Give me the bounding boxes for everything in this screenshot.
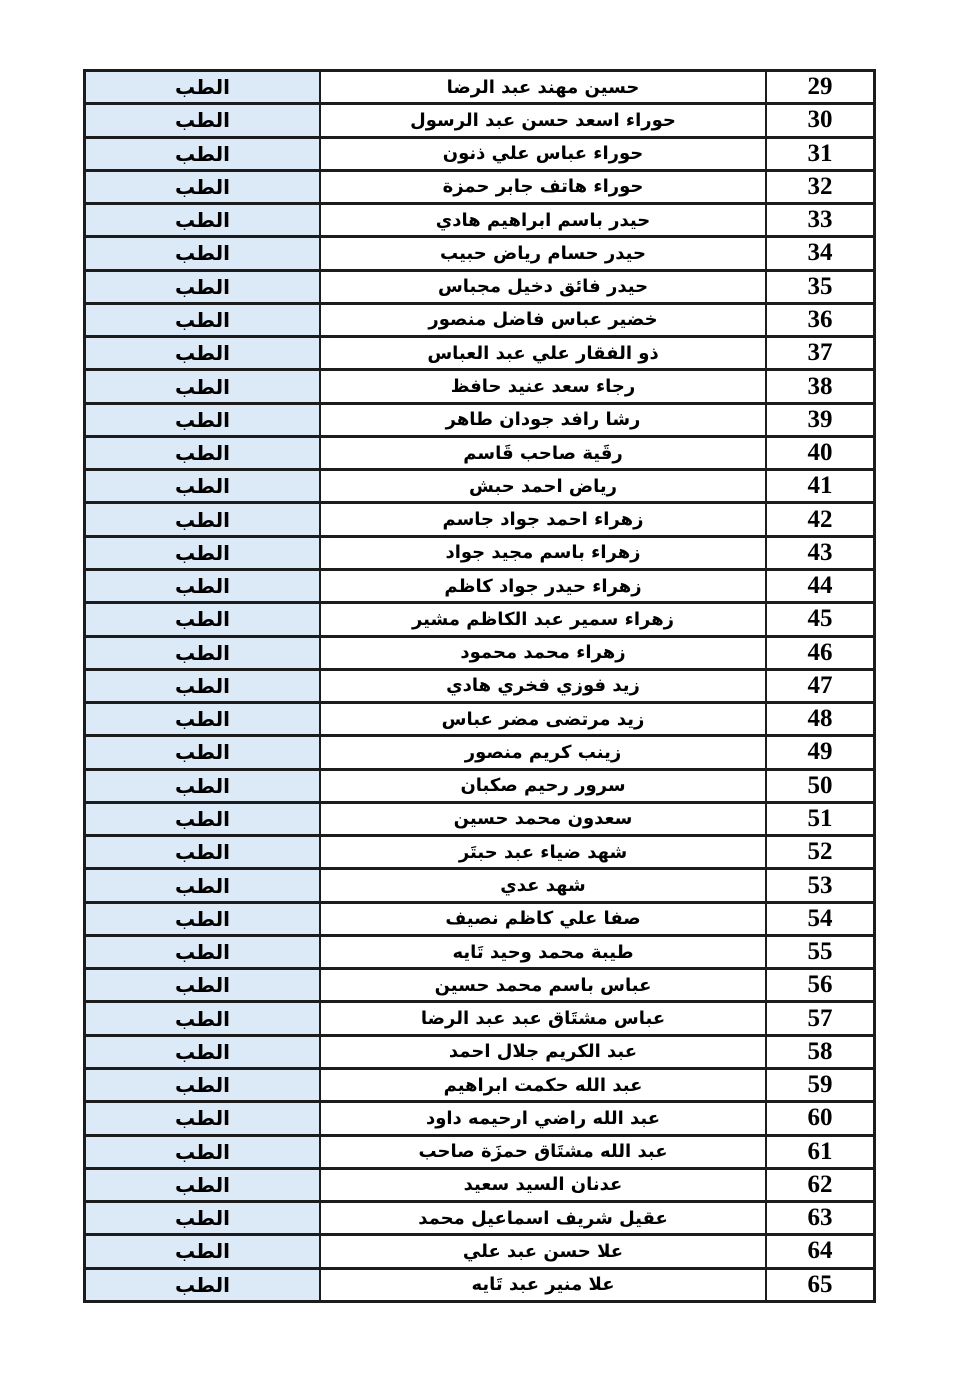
table-row xyxy=(86,671,873,704)
department-cell: الطب xyxy=(86,538,321,568)
row-number-cell: 38 xyxy=(767,371,873,401)
student-name-cell: رياض احمد حبش xyxy=(321,471,767,501)
department-cell: الطب xyxy=(86,305,321,335)
student-name-cell: عبد الله راضي ارحيمه داود xyxy=(321,1103,767,1133)
department-cell: الطب xyxy=(86,704,321,734)
table-row xyxy=(86,1236,873,1269)
row-number-cell: 36 xyxy=(767,305,873,335)
row-number-cell: 60 xyxy=(767,1103,873,1133)
table-row xyxy=(86,338,873,371)
department-cell: الطب xyxy=(86,638,321,668)
table-row xyxy=(86,1037,873,1070)
department-cell: الطب xyxy=(86,1137,321,1167)
table-row xyxy=(86,205,873,238)
department-cell: الطب xyxy=(86,1037,321,1067)
row-number-cell: 37 xyxy=(767,338,873,368)
student-name-cell: عبد الله مشتَاق حمزَة صاحب xyxy=(321,1137,767,1167)
table-row xyxy=(86,1103,873,1136)
department-cell: الطب xyxy=(86,1103,321,1133)
table-row xyxy=(86,837,873,870)
student-name-cell: عدنان السيد سعيد xyxy=(321,1170,767,1200)
department-cell: الطب xyxy=(86,1003,321,1033)
department-cell: الطب xyxy=(86,1236,321,1266)
table-row xyxy=(86,937,873,970)
student-name-cell: عباس باسم محمد حسين xyxy=(321,970,767,1000)
table-row xyxy=(86,305,873,338)
row-number-cell: 34 xyxy=(767,238,873,268)
department-cell: الطب xyxy=(86,471,321,501)
table-row xyxy=(86,870,873,903)
row-number-cell: 29 xyxy=(767,72,873,102)
student-name-cell: خضير عباس فاضل منصور xyxy=(321,305,767,335)
student-name-cell: حوراء هاتف جابر حمزة xyxy=(321,172,767,202)
student-name-cell: زيد فوزي فخري هادي xyxy=(321,671,767,701)
table-row xyxy=(86,405,873,438)
department-cell: الطب xyxy=(86,371,321,401)
department-cell: الطب xyxy=(86,504,321,534)
student-name-cell: طيبة محمد وحيد تَايه xyxy=(321,937,767,967)
table-row xyxy=(86,771,873,804)
department-cell: الطب xyxy=(86,937,321,967)
row-number-cell: 32 xyxy=(767,172,873,202)
department-cell: الطب xyxy=(86,105,321,135)
student-name-cell: سعدون محمد حسين xyxy=(321,804,767,834)
table-row xyxy=(86,604,873,637)
row-number-cell: 49 xyxy=(767,737,873,767)
department-cell: الطب xyxy=(86,238,321,268)
table-row xyxy=(86,571,873,604)
student-name-cell: علا حسن عبد علي xyxy=(321,1236,767,1266)
student-name-cell: زهراء محمد محمود xyxy=(321,638,767,668)
table-row xyxy=(86,105,873,138)
table-row xyxy=(86,471,873,504)
student-name-cell: زهراء باسم مجيد جواد xyxy=(321,538,767,568)
table-row xyxy=(86,371,873,404)
department-cell: الطب xyxy=(86,1270,321,1300)
student-name-cell: زهراء حيدر جواد كاظم xyxy=(321,571,767,601)
table-row xyxy=(86,1137,873,1170)
table-row xyxy=(86,1070,873,1103)
department-cell: الطب xyxy=(86,837,321,867)
table-row xyxy=(86,638,873,671)
row-number-cell: 51 xyxy=(767,804,873,834)
row-number-cell: 65 xyxy=(767,1270,873,1300)
student-name-cell: زينب كريم منصور xyxy=(321,737,767,767)
department-cell: الطب xyxy=(86,804,321,834)
row-number-cell: 30 xyxy=(767,105,873,135)
row-number-cell: 55 xyxy=(767,937,873,967)
row-number-cell: 40 xyxy=(767,438,873,468)
table-row xyxy=(86,1270,873,1300)
student-name-cell: حيدر باسم ابراهيم هادي xyxy=(321,205,767,235)
department-cell: الطب xyxy=(86,172,321,202)
row-number-cell: 53 xyxy=(767,870,873,900)
department-cell: الطب xyxy=(86,205,321,235)
student-name-cell: عبد الكريم جلال احمد xyxy=(321,1037,767,1067)
table-row xyxy=(86,1003,873,1036)
student-name-cell: حوراء اسعد حسن عبد الرسول xyxy=(321,105,767,135)
table-row xyxy=(86,72,873,105)
department-cell: الطب xyxy=(86,970,321,1000)
student-name-cell: رشا رافد جودان طاهر xyxy=(321,405,767,435)
row-number-cell: 33 xyxy=(767,205,873,235)
department-cell: الطب xyxy=(86,272,321,302)
row-number-cell: 57 xyxy=(767,1003,873,1033)
student-name-cell: حوراء عباس علي ذنون xyxy=(321,139,767,169)
table-row xyxy=(86,238,873,271)
department-cell: الطب xyxy=(86,438,321,468)
department-cell: الطب xyxy=(86,72,321,102)
table-row xyxy=(86,1170,873,1203)
table-row xyxy=(86,538,873,571)
row-number-cell: 47 xyxy=(767,671,873,701)
row-number-cell: 39 xyxy=(767,405,873,435)
student-name-cell: عبد الله حكمت ابراهيم xyxy=(321,1070,767,1100)
table-row xyxy=(86,704,873,737)
table-row xyxy=(86,1203,873,1236)
table-row xyxy=(86,504,873,537)
row-number-cell: 31 xyxy=(767,139,873,169)
row-number-cell: 48 xyxy=(767,704,873,734)
row-number-cell: 46 xyxy=(767,638,873,668)
row-number-cell: 35 xyxy=(767,272,873,302)
row-number-cell: 62 xyxy=(767,1170,873,1200)
department-cell: الطب xyxy=(86,1203,321,1233)
row-number-cell: 59 xyxy=(767,1070,873,1100)
row-number-cell: 43 xyxy=(767,538,873,568)
table-row xyxy=(86,737,873,770)
student-name-cell: حيدر حسام رياض حبيب xyxy=(321,238,767,268)
row-number-cell: 61 xyxy=(767,1137,873,1167)
row-number-cell: 44 xyxy=(767,571,873,601)
row-number-cell: 41 xyxy=(767,471,873,501)
table-row xyxy=(86,970,873,1003)
table-row xyxy=(86,804,873,837)
row-number-cell: 45 xyxy=(767,604,873,634)
row-number-cell: 63 xyxy=(767,1203,873,1233)
student-name-cell: ذو الفقار علي عبد العباس xyxy=(321,338,767,368)
student-name-cell: حسين مهند عبد الرضا xyxy=(321,72,767,102)
department-cell: الطب xyxy=(86,405,321,435)
student-name-cell: صفا علي كاظم نصيف xyxy=(321,904,767,934)
table-row xyxy=(86,139,873,172)
student-name-cell: زهراء احمد جواد جاسم xyxy=(321,504,767,534)
row-number-cell: 42 xyxy=(767,504,873,534)
department-cell: الطب xyxy=(86,604,321,634)
table-row xyxy=(86,438,873,471)
student-name-cell: زيد مرتضى مضر عباس xyxy=(321,704,767,734)
row-number-cell: 54 xyxy=(767,904,873,934)
department-cell: الطب xyxy=(86,904,321,934)
student-name-cell: رجاء سعد عنيد حافظ xyxy=(321,371,767,401)
student-name-cell: سرور رحيم صكبان xyxy=(321,771,767,801)
department-cell: الطب xyxy=(86,771,321,801)
department-cell: الطب xyxy=(86,1170,321,1200)
row-number-cell: 52 xyxy=(767,837,873,867)
student-name-cell: عباس مشتَاق عبد عبد الرضا xyxy=(321,1003,767,1033)
roster-table xyxy=(83,69,876,1303)
student-name-cell: زهراء سمير عبد الكاظم مشير xyxy=(321,604,767,634)
table-row xyxy=(86,172,873,205)
student-name-cell: رقَية صاحب قَاسم xyxy=(321,438,767,468)
department-cell: الطب xyxy=(86,671,321,701)
student-name-cell: حيدر فائق دخيل مجباس xyxy=(321,272,767,302)
table-row xyxy=(86,272,873,305)
department-cell: الطب xyxy=(86,571,321,601)
student-name-cell: شهد ضياء عبد حبتَر xyxy=(321,837,767,867)
student-name-cell: عقيل شريف اسماعيل محمد xyxy=(321,1203,767,1233)
department-cell: الطب xyxy=(86,870,321,900)
row-number-cell: 56 xyxy=(767,970,873,1000)
student-name-cell: شهد عدي xyxy=(321,870,767,900)
row-number-cell: 50 xyxy=(767,771,873,801)
department-cell: الطب xyxy=(86,139,321,169)
department-cell: الطب xyxy=(86,1070,321,1100)
row-number-cell: 64 xyxy=(767,1236,873,1266)
department-cell: الطب xyxy=(86,338,321,368)
department-cell: الطب xyxy=(86,737,321,767)
row-number-cell: 58 xyxy=(767,1037,873,1067)
student-name-cell: علا منير عبد تَايه xyxy=(321,1270,767,1300)
table-row xyxy=(86,904,873,937)
